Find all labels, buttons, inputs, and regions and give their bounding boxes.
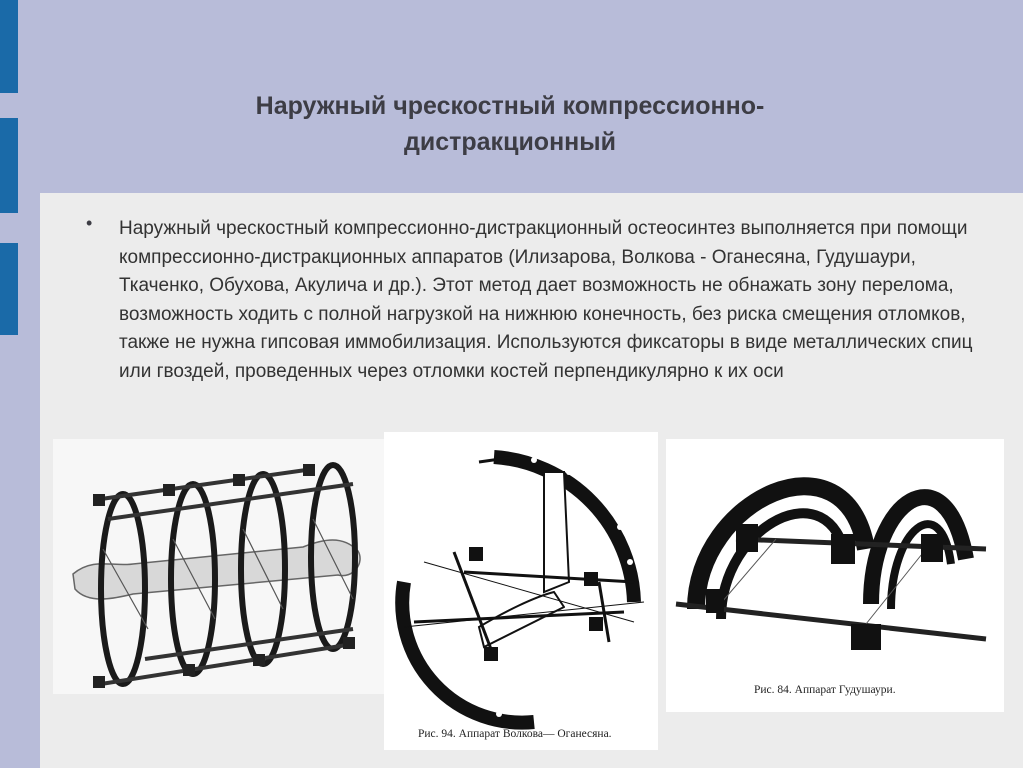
bullet-marker: • — [86, 213, 93, 233]
slide-title-line1: Наружный чрескостный компрессионно- — [255, 92, 765, 120]
accent-bar-middle — [0, 118, 18, 213]
figure-ilizarov-apparatus — [53, 439, 388, 694]
slide-title — [150, 88, 870, 160]
figure-caption-volkov: Рис. 94. Аппарат Волкова— Оганесяна. — [418, 728, 612, 740]
slide-title-line2: дистракционный — [404, 128, 616, 156]
figure-caption-gudushauri: Рис. 84. Аппарат Гудушаури. — [754, 684, 896, 696]
body-paragraph: Наружный чрескостный компрессионно-дистракционный остеосинтез выполняется при помощи компрессионно-дистракционных аппаратов (Илизарова, Волкова - Оганесяна, Гудушаури, Ткаченко, Обухова, Акулича и др.). Этот метод дает возможность не обнажать зону перелома, возможность ходить с полной нагрузкой на нижнюю конечность, без риска смещения отломков, также не нужна гипсовая иммобилизация. Используются фиксаторы в виде металлических спиц или гвоздей, проведенных через отломки костей перпендикулярно к их оси — [119, 218, 973, 382]
accent-bar-bottom — [0, 243, 18, 335]
figure-gudushauri-apparatus — [666, 439, 1004, 712]
accent-bar-top — [0, 0, 18, 93]
figure-volkov-oganesyan-apparatus — [384, 432, 658, 750]
